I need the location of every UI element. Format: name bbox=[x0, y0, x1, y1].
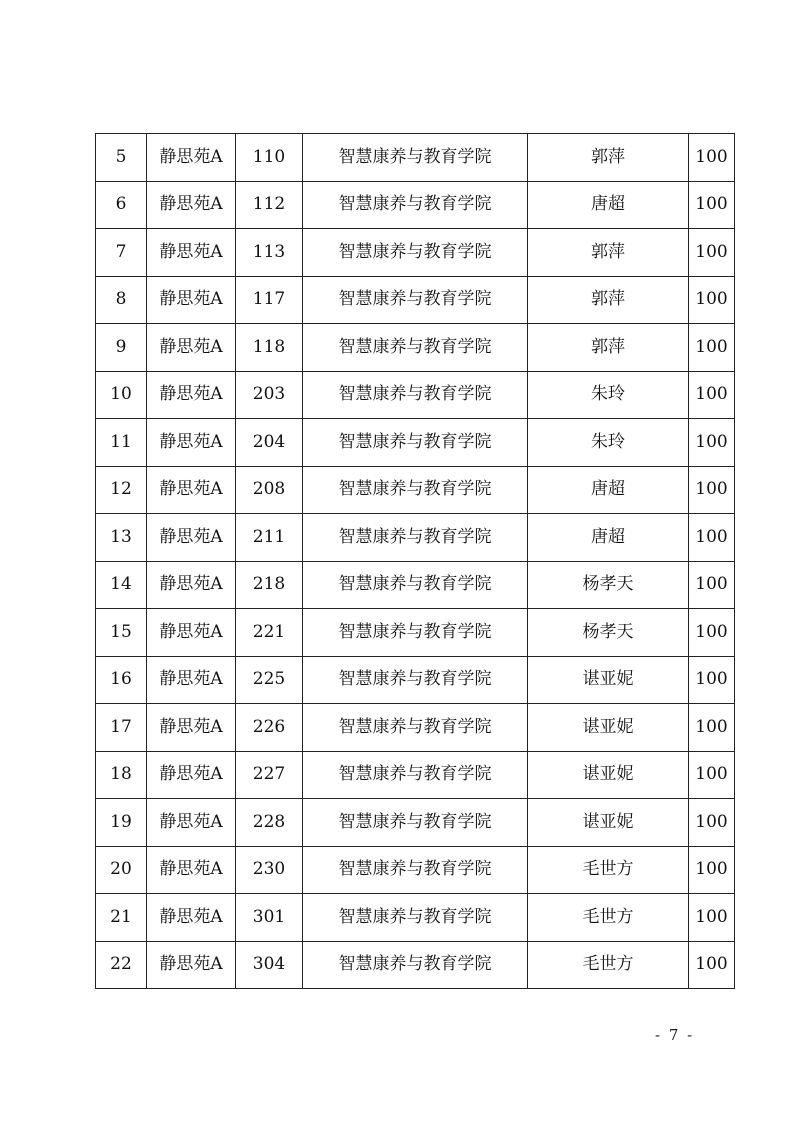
building-cell: 静思苑A bbox=[147, 561, 236, 609]
building-cell: 静思苑A bbox=[147, 894, 236, 942]
score-cell: 100 bbox=[689, 751, 735, 799]
table-row bbox=[96, 134, 735, 182]
row-number-cell: 18 bbox=[96, 751, 147, 799]
page-number: - 7 - bbox=[655, 1026, 695, 1044]
score-cell: 100 bbox=[689, 324, 735, 372]
counselor-cell: 郭萍 bbox=[528, 134, 689, 182]
college-cell: 智慧康养与教育学院 bbox=[303, 941, 528, 989]
score-cell: 100 bbox=[689, 419, 735, 467]
row-number-cell: 11 bbox=[96, 419, 147, 467]
counselor-cell: 谌亚妮 bbox=[528, 799, 689, 847]
table-row bbox=[96, 466, 735, 514]
college-cell: 智慧康养与教育学院 bbox=[303, 894, 528, 942]
table-body bbox=[96, 134, 735, 989]
score-cell: 100 bbox=[689, 561, 735, 609]
room-cell: 304 bbox=[236, 941, 303, 989]
room-cell: 225 bbox=[236, 656, 303, 704]
row-number-cell: 14 bbox=[96, 561, 147, 609]
room-cell: 118 bbox=[236, 324, 303, 372]
college-cell: 智慧康养与教育学院 bbox=[303, 656, 528, 704]
counselor-cell: 唐超 bbox=[528, 181, 689, 229]
row-number-cell: 12 bbox=[96, 466, 147, 514]
building-cell: 静思苑A bbox=[147, 704, 236, 752]
counselor-cell: 唐超 bbox=[528, 466, 689, 514]
counselor-cell: 毛世方 bbox=[528, 894, 689, 942]
room-cell: 203 bbox=[236, 371, 303, 419]
counselor-cell: 郭萍 bbox=[528, 276, 689, 324]
row-number-cell: 5 bbox=[96, 134, 147, 182]
table-row bbox=[96, 229, 735, 277]
dormitory-score-table bbox=[95, 133, 735, 989]
table-row bbox=[96, 941, 735, 989]
table-row bbox=[96, 181, 735, 229]
college-cell: 智慧康养与教育学院 bbox=[303, 846, 528, 894]
room-cell: 112 bbox=[236, 181, 303, 229]
table-row bbox=[96, 846, 735, 894]
row-number-cell: 15 bbox=[96, 609, 147, 657]
room-cell: 226 bbox=[236, 704, 303, 752]
counselor-cell: 谌亚妮 bbox=[528, 751, 689, 799]
row-number-cell: 8 bbox=[96, 276, 147, 324]
college-cell: 智慧康养与教育学院 bbox=[303, 609, 528, 657]
score-cell: 100 bbox=[689, 846, 735, 894]
table-row bbox=[96, 514, 735, 562]
score-cell: 100 bbox=[689, 704, 735, 752]
college-cell: 智慧康养与教育学院 bbox=[303, 324, 528, 372]
score-cell: 100 bbox=[689, 609, 735, 657]
table-row bbox=[96, 276, 735, 324]
table-row bbox=[96, 894, 735, 942]
table-row bbox=[96, 324, 735, 372]
room-cell: 117 bbox=[236, 276, 303, 324]
building-cell: 静思苑A bbox=[147, 371, 236, 419]
building-cell: 静思苑A bbox=[147, 134, 236, 182]
college-cell: 智慧康养与教育学院 bbox=[303, 181, 528, 229]
building-cell: 静思苑A bbox=[147, 799, 236, 847]
college-cell: 智慧康养与教育学院 bbox=[303, 419, 528, 467]
table-row bbox=[96, 656, 735, 704]
room-cell: 204 bbox=[236, 419, 303, 467]
counselor-cell: 唐超 bbox=[528, 514, 689, 562]
building-cell: 静思苑A bbox=[147, 324, 236, 372]
building-cell: 静思苑A bbox=[147, 229, 236, 277]
row-number-cell: 10 bbox=[96, 371, 147, 419]
score-cell: 100 bbox=[689, 229, 735, 277]
room-cell: 228 bbox=[236, 799, 303, 847]
row-number-cell: 20 bbox=[96, 846, 147, 894]
room-cell: 113 bbox=[236, 229, 303, 277]
college-cell: 智慧康养与教育学院 bbox=[303, 276, 528, 324]
college-cell: 智慧康养与教育学院 bbox=[303, 134, 528, 182]
score-cell: 100 bbox=[689, 514, 735, 562]
score-cell: 100 bbox=[689, 181, 735, 229]
counselor-cell: 杨孝天 bbox=[528, 609, 689, 657]
counselor-cell: 谌亚妮 bbox=[528, 704, 689, 752]
building-cell: 静思苑A bbox=[147, 419, 236, 467]
row-number-cell: 16 bbox=[96, 656, 147, 704]
room-cell: 208 bbox=[236, 466, 303, 514]
row-number-cell: 17 bbox=[96, 704, 147, 752]
room-cell: 230 bbox=[236, 846, 303, 894]
row-number-cell: 21 bbox=[96, 894, 147, 942]
college-cell: 智慧康养与教育学院 bbox=[303, 799, 528, 847]
counselor-cell: 毛世方 bbox=[528, 846, 689, 894]
score-cell: 100 bbox=[689, 799, 735, 847]
table-row bbox=[96, 751, 735, 799]
score-cell: 100 bbox=[689, 134, 735, 182]
room-cell: 227 bbox=[236, 751, 303, 799]
building-cell: 静思苑A bbox=[147, 941, 236, 989]
college-cell: 智慧康养与教育学院 bbox=[303, 561, 528, 609]
row-number-cell: 6 bbox=[96, 181, 147, 229]
college-cell: 智慧康养与教育学院 bbox=[303, 371, 528, 419]
row-number-cell: 9 bbox=[96, 324, 147, 372]
row-number-cell: 19 bbox=[96, 799, 147, 847]
score-cell: 100 bbox=[689, 371, 735, 419]
building-cell: 静思苑A bbox=[147, 181, 236, 229]
row-number-cell: 13 bbox=[96, 514, 147, 562]
building-cell: 静思苑A bbox=[147, 846, 236, 894]
table-row bbox=[96, 371, 735, 419]
score-cell: 100 bbox=[689, 276, 735, 324]
counselor-cell: 朱玲 bbox=[528, 371, 689, 419]
building-cell: 静思苑A bbox=[147, 751, 236, 799]
room-cell: 218 bbox=[236, 561, 303, 609]
college-cell: 智慧康养与教育学院 bbox=[303, 751, 528, 799]
counselor-cell: 郭萍 bbox=[528, 229, 689, 277]
building-cell: 静思苑A bbox=[147, 609, 236, 657]
college-cell: 智慧康养与教育学院 bbox=[303, 704, 528, 752]
room-cell: 301 bbox=[236, 894, 303, 942]
score-cell: 100 bbox=[689, 466, 735, 514]
table-row bbox=[96, 609, 735, 657]
counselor-cell: 谌亚妮 bbox=[528, 656, 689, 704]
row-number-cell: 22 bbox=[96, 941, 147, 989]
score-cell: 100 bbox=[689, 656, 735, 704]
counselor-cell: 杨孝天 bbox=[528, 561, 689, 609]
table-row bbox=[96, 419, 735, 467]
room-cell: 221 bbox=[236, 609, 303, 657]
row-number-cell: 7 bbox=[96, 229, 147, 277]
counselor-cell: 毛世方 bbox=[528, 941, 689, 989]
room-cell: 211 bbox=[236, 514, 303, 562]
room-cell: 110 bbox=[236, 134, 303, 182]
building-cell: 静思苑A bbox=[147, 466, 236, 514]
college-cell: 智慧康养与教育学院 bbox=[303, 514, 528, 562]
table-row bbox=[96, 704, 735, 752]
table-row bbox=[96, 799, 735, 847]
counselor-cell: 朱玲 bbox=[528, 419, 689, 467]
college-cell: 智慧康养与教育学院 bbox=[303, 229, 528, 277]
building-cell: 静思苑A bbox=[147, 656, 236, 704]
building-cell: 静思苑A bbox=[147, 514, 236, 562]
counselor-cell: 郭萍 bbox=[528, 324, 689, 372]
score-cell: 100 bbox=[689, 941, 735, 989]
table-row bbox=[96, 561, 735, 609]
score-cell: 100 bbox=[689, 894, 735, 942]
college-cell: 智慧康养与教育学院 bbox=[303, 466, 528, 514]
building-cell: 静思苑A bbox=[147, 276, 236, 324]
